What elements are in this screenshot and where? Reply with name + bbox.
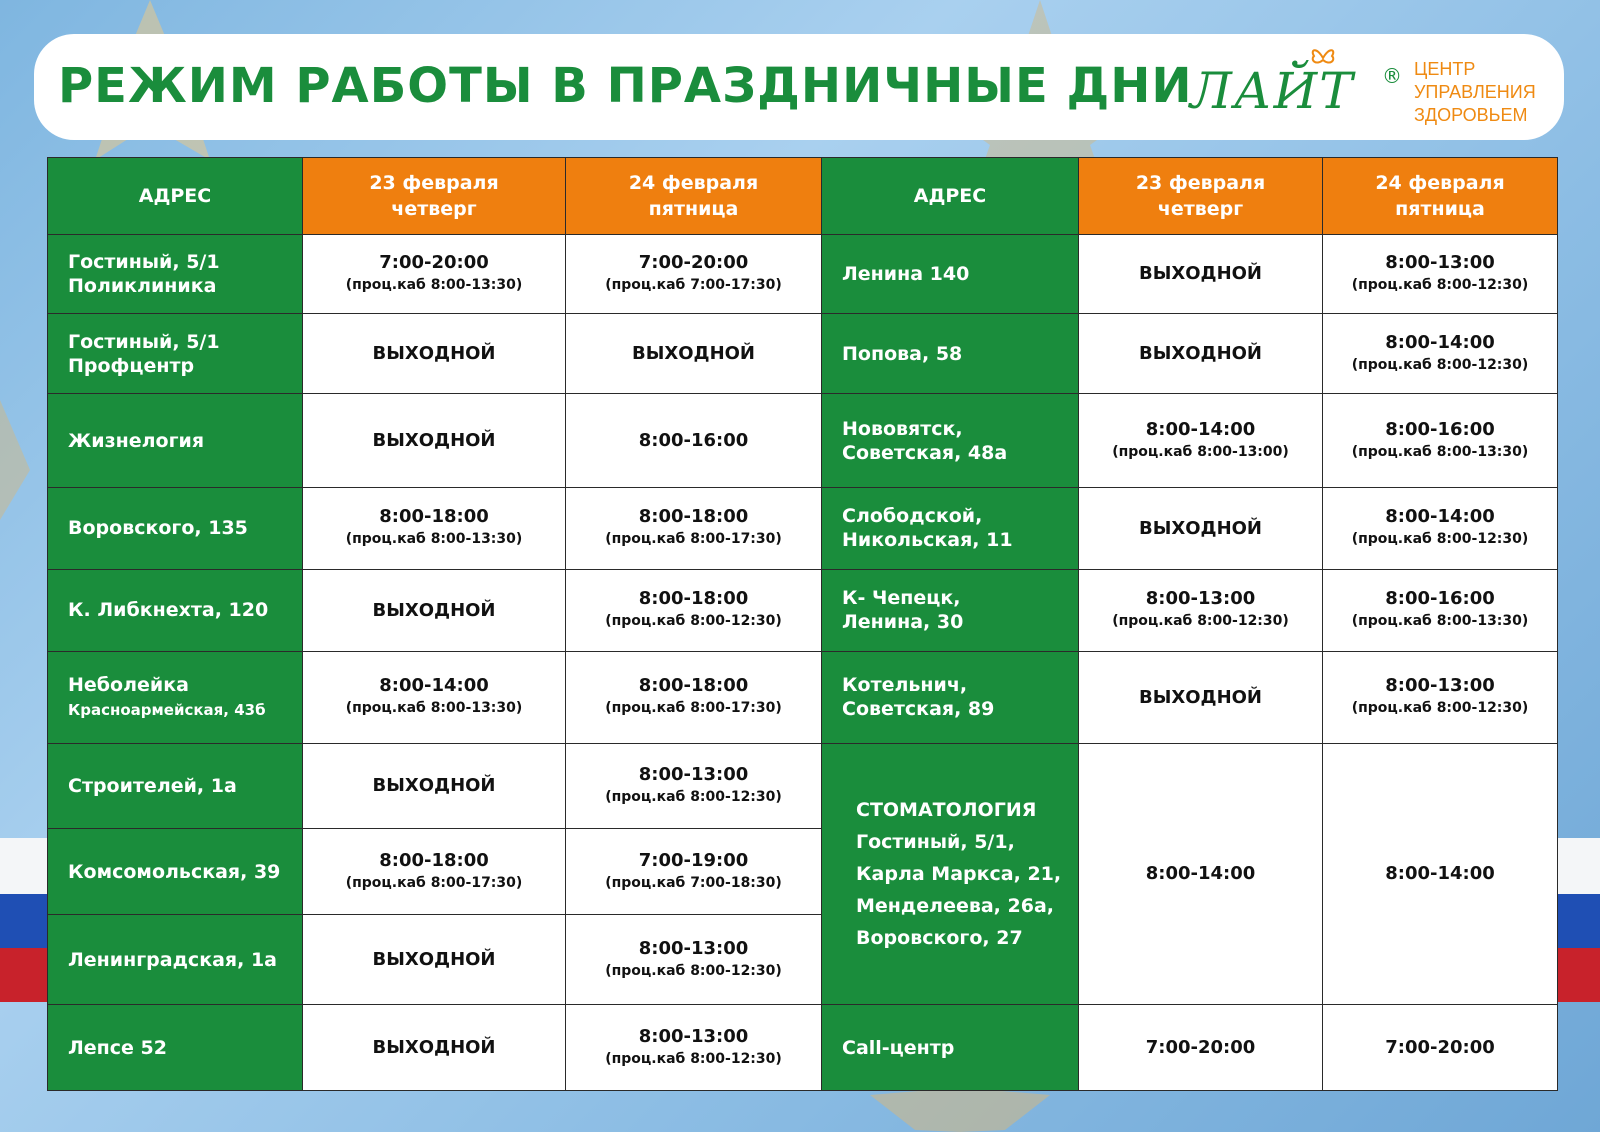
table-row bbox=[48, 394, 1558, 488]
page-title: РЕЖИМ РАБОТЫ В ПРАЗДНИЧНЫЕ ДНИ bbox=[58, 58, 1193, 114]
hours-cell: 8:00-14:00 bbox=[1323, 743, 1558, 1005]
address-cell: Воровского, 135 bbox=[48, 488, 303, 570]
table-row bbox=[48, 1005, 1558, 1091]
hours-cell: 8:00-18:00 (проц.каб 8:00-12:30) bbox=[566, 569, 822, 651]
hours-cell: 7:00-20:00 bbox=[1323, 1005, 1558, 1091]
address-cell: Жизнелогия bbox=[48, 394, 303, 488]
header-address: АДРЕС bbox=[822, 158, 1079, 235]
address-cell: Лепсе 52 bbox=[48, 1005, 303, 1091]
address-cell: Call-центр bbox=[822, 1005, 1079, 1091]
address-cell: Ленина 140 bbox=[822, 234, 1079, 314]
hours-cell: 8:00-13:00 (проц.каб 8:00-12:30) bbox=[1079, 569, 1323, 651]
hours-cell: 8:00-14:00 (проц.каб 8:00-13:30) bbox=[303, 651, 566, 743]
registered-mark: ® bbox=[1382, 64, 1402, 88]
table-row bbox=[48, 488, 1558, 570]
hours-cell: ВЫХОДНОЙ bbox=[1079, 651, 1323, 743]
hours-cell: 8:00-13:00 (проц.каб 8:00-12:30) bbox=[566, 1005, 822, 1091]
logo-wordmark: ЛАЙТ bbox=[1190, 62, 1355, 120]
hours-cell: 8:00-13:00 (проц.каб 8:00-12:30) bbox=[566, 915, 822, 1005]
table-row bbox=[48, 314, 1558, 394]
hours-cell: 8:00-14:00 (проц.каб 8:00-12:30) bbox=[1323, 314, 1558, 394]
address-cell: К. Либкнехта, 120 bbox=[48, 569, 303, 651]
header-address: АДРЕС bbox=[48, 158, 303, 235]
address-cell: Гостиный, 5/1 Профцентр bbox=[48, 314, 303, 394]
hours-cell: 8:00-18:00 (проц.каб 8:00-13:30) bbox=[303, 488, 566, 570]
dental-address-cell: СТОМАТОЛОГИЯ Гостиный, 5/1, Карла Маркса, 21, Менделеева, 26а, Воровского, 27 bbox=[822, 743, 1079, 1005]
hours-cell: ВЫХОДНОЙ bbox=[303, 743, 566, 829]
header-day-2: 24 февраля пятница bbox=[1323, 158, 1558, 235]
hours-cell: 8:00-14:00 (проц.каб 8:00-12:30) bbox=[1323, 488, 1558, 570]
header-day-1: 23 февраля четверг bbox=[303, 158, 566, 235]
hours-cell: 8:00-13:00 (проц.каб 8:00-12:30) bbox=[1323, 234, 1558, 314]
table-row bbox=[48, 651, 1558, 743]
hours-cell: 8:00-16:00 bbox=[566, 394, 822, 488]
header-day-2: 24 февраля пятница bbox=[566, 158, 822, 235]
hours-cell: 7:00-19:00 (проц.каб 7:00-18:30) bbox=[566, 829, 822, 915]
address-cell: Строителей, 1а bbox=[48, 743, 303, 829]
hours-cell: 8:00-16:00 (проц.каб 8:00-13:30) bbox=[1323, 394, 1558, 488]
hours-cell: 8:00-18:00 (проц.каб 8:00-17:30) bbox=[566, 651, 822, 743]
schedule-table bbox=[47, 157, 1558, 1091]
hours-cell: 7:00-20:00 (проц.каб 7:00-17:30) bbox=[566, 234, 822, 314]
address-cell: Нововятск, Советская, 48а bbox=[822, 394, 1079, 488]
hours-cell: ВЫХОДНОЙ bbox=[303, 915, 566, 1005]
address-cell: Гостиный, 5/1 Поликлиника bbox=[48, 234, 303, 314]
hours-cell: ВЫХОДНОЙ bbox=[303, 1005, 566, 1091]
star-decoration bbox=[0, 400, 30, 520]
address-cell: Комсомольская, 39 bbox=[48, 829, 303, 915]
table-header-row bbox=[48, 158, 1558, 235]
brand-logo bbox=[1190, 44, 1536, 130]
address-cell: Слободской, Никольская, 11 bbox=[822, 488, 1079, 570]
hours-cell: 8:00-13:00 (проц.каб 8:00-12:30) bbox=[1323, 651, 1558, 743]
address-cell: К- Чепецк, Ленина, 30 bbox=[822, 569, 1079, 651]
hours-cell: ВЫХОДНОЙ bbox=[566, 314, 822, 394]
hours-cell: 8:00-18:00 (проц.каб 8:00-17:30) bbox=[566, 488, 822, 570]
address-cell: Котельнич, Советская, 89 bbox=[822, 651, 1079, 743]
address-cell: Ленинградская, 1а bbox=[48, 915, 303, 1005]
hours-cell: ВЫХОДНОЙ bbox=[1079, 234, 1323, 314]
hours-cell: 7:00-20:00 (проц.каб 8:00-13:30) bbox=[303, 234, 566, 314]
hours-cell: 8:00-18:00 (проц.каб 8:00-17:30) bbox=[303, 829, 566, 915]
hours-cell: ВЫХОДНОЙ bbox=[303, 569, 566, 651]
table-row bbox=[48, 743, 1558, 829]
hours-cell: 8:00-13:00 (проц.каб 8:00-12:30) bbox=[566, 743, 822, 829]
hours-cell: 8:00-14:00 (проц.каб 8:00-13:00) bbox=[1079, 394, 1323, 488]
hours-cell: ВЫХОДНОЙ bbox=[1079, 314, 1323, 394]
hours-cell: ВЫХОДНОЙ bbox=[1079, 488, 1323, 570]
hours-cell: 7:00-20:00 bbox=[1079, 1005, 1323, 1091]
hours-cell: ВЫХОДНОЙ bbox=[303, 394, 566, 488]
address-cell: Неболейка Красноармейская, 43б bbox=[48, 651, 303, 743]
address-cell: Попова, 58 bbox=[822, 314, 1079, 394]
table-row bbox=[48, 234, 1558, 314]
hours-cell: 8:00-16:00 (проц.каб 8:00-13:30) bbox=[1323, 569, 1558, 651]
logo-tagline: ЦЕНТР УПРАВЛЕНИЯ ЗДОРОВЬЕМ bbox=[1414, 59, 1536, 125]
table-row bbox=[48, 569, 1558, 651]
header-day-1: 23 февраля четверг bbox=[1079, 158, 1323, 235]
hours-cell: ВЫХОДНОЙ bbox=[303, 314, 566, 394]
hours-cell: 8:00-14:00 bbox=[1079, 743, 1323, 1005]
